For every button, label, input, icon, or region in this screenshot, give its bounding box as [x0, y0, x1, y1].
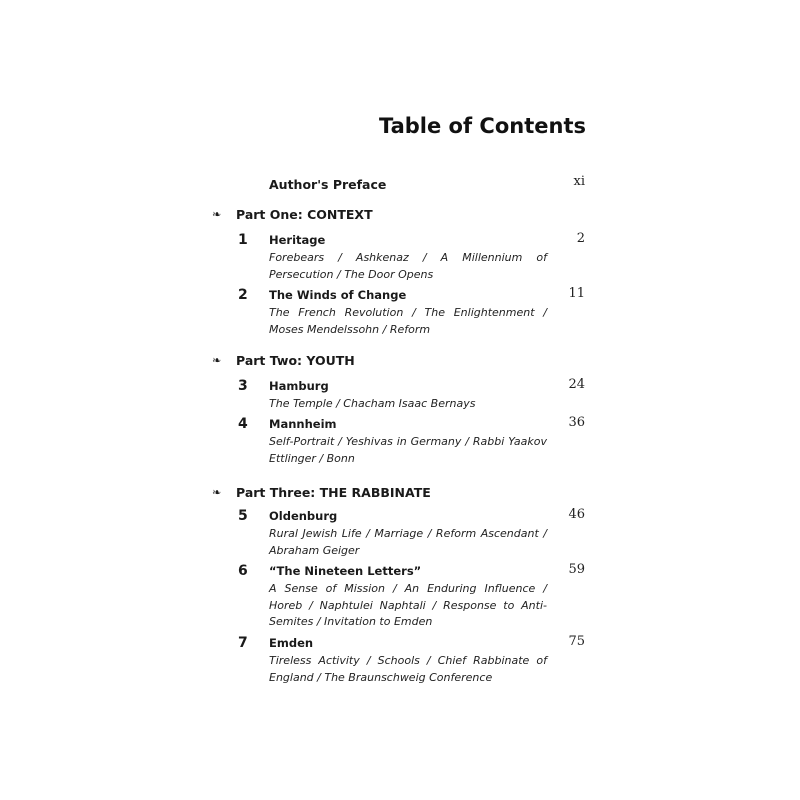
part-label: Part Two: YOUTH [236, 353, 355, 368]
page-title: Table of Contents [378, 114, 586, 138]
part-heading [212, 207, 373, 225]
part-label: Part One: CONTEXT [236, 207, 373, 222]
chapter-page: 46 [568, 507, 585, 522]
preface-page: xi [573, 174, 585, 189]
chapter-page: 2 [576, 231, 585, 246]
chapter-subtitle: Self-Portrait / Yeshivas in Germany / Rabbi Yaakov Ettlinger / Bonn [269, 435, 547, 465]
chapter-subtitle: Rural Jewish Life / Marriage / Reform Ascendant / Abraham Geiger [269, 527, 547, 557]
chapter-number: 2 [238, 287, 248, 303]
chapter-title: Emden [269, 636, 314, 650]
chapter-title: The Winds of Change [269, 288, 407, 302]
chapter-title: Heritage [269, 233, 326, 247]
chapter-number: 4 [238, 416, 248, 432]
chapter-number: 3 [238, 378, 248, 394]
flourish-icon: ❧ [212, 354, 222, 367]
chapter-title: Mannheim [269, 417, 337, 431]
chapter-page: 11 [568, 286, 585, 301]
chapter-number: 7 [238, 635, 248, 651]
chapter-page: 24 [568, 377, 585, 392]
chapter-number: 1 [238, 232, 248, 248]
chapter-subtitle: A Sense of Mission / An Enduring Influence / Horeb / Naphtulei Naphtali / Response to Anti-Semites / Invitation to Emden [269, 582, 547, 628]
flourish-icon: ❧ [212, 208, 222, 221]
chapter-subtitle: Tireless Activity / Schools / Chief Rabbinate of England / The Braunschweig Conference [269, 654, 547, 684]
chapter-subtitle: Forebears / Ashkenaz / A Millennium of Persecution / The Door Opens [269, 251, 547, 281]
preface-entry [269, 174, 585, 194]
chapter-title: “The Nineteen Letters” [269, 564, 422, 578]
part-label: Part Three: THE RABBINATE [236, 485, 431, 500]
flourish-icon: ❧ [212, 486, 222, 499]
chapter-page: 36 [568, 415, 585, 430]
chapter-page: 75 [568, 634, 585, 649]
chapter-subtitle: The French Revolution / The Enlightenment / Moses Mendelssohn / Reform [269, 306, 547, 336]
part-heading [212, 353, 355, 371]
chapter-title: Hamburg [269, 379, 329, 393]
chapter-number: 6 [238, 563, 248, 579]
chapter-page: 59 [568, 562, 585, 577]
preface-label: Author's Preface [269, 177, 387, 192]
part-heading [212, 485, 431, 503]
chapter-title: Oldenburg [269, 509, 338, 523]
chapter-number: 5 [238, 508, 248, 524]
chapter-subtitle: The Temple / Chacham Isaac Bernays [269, 397, 476, 410]
